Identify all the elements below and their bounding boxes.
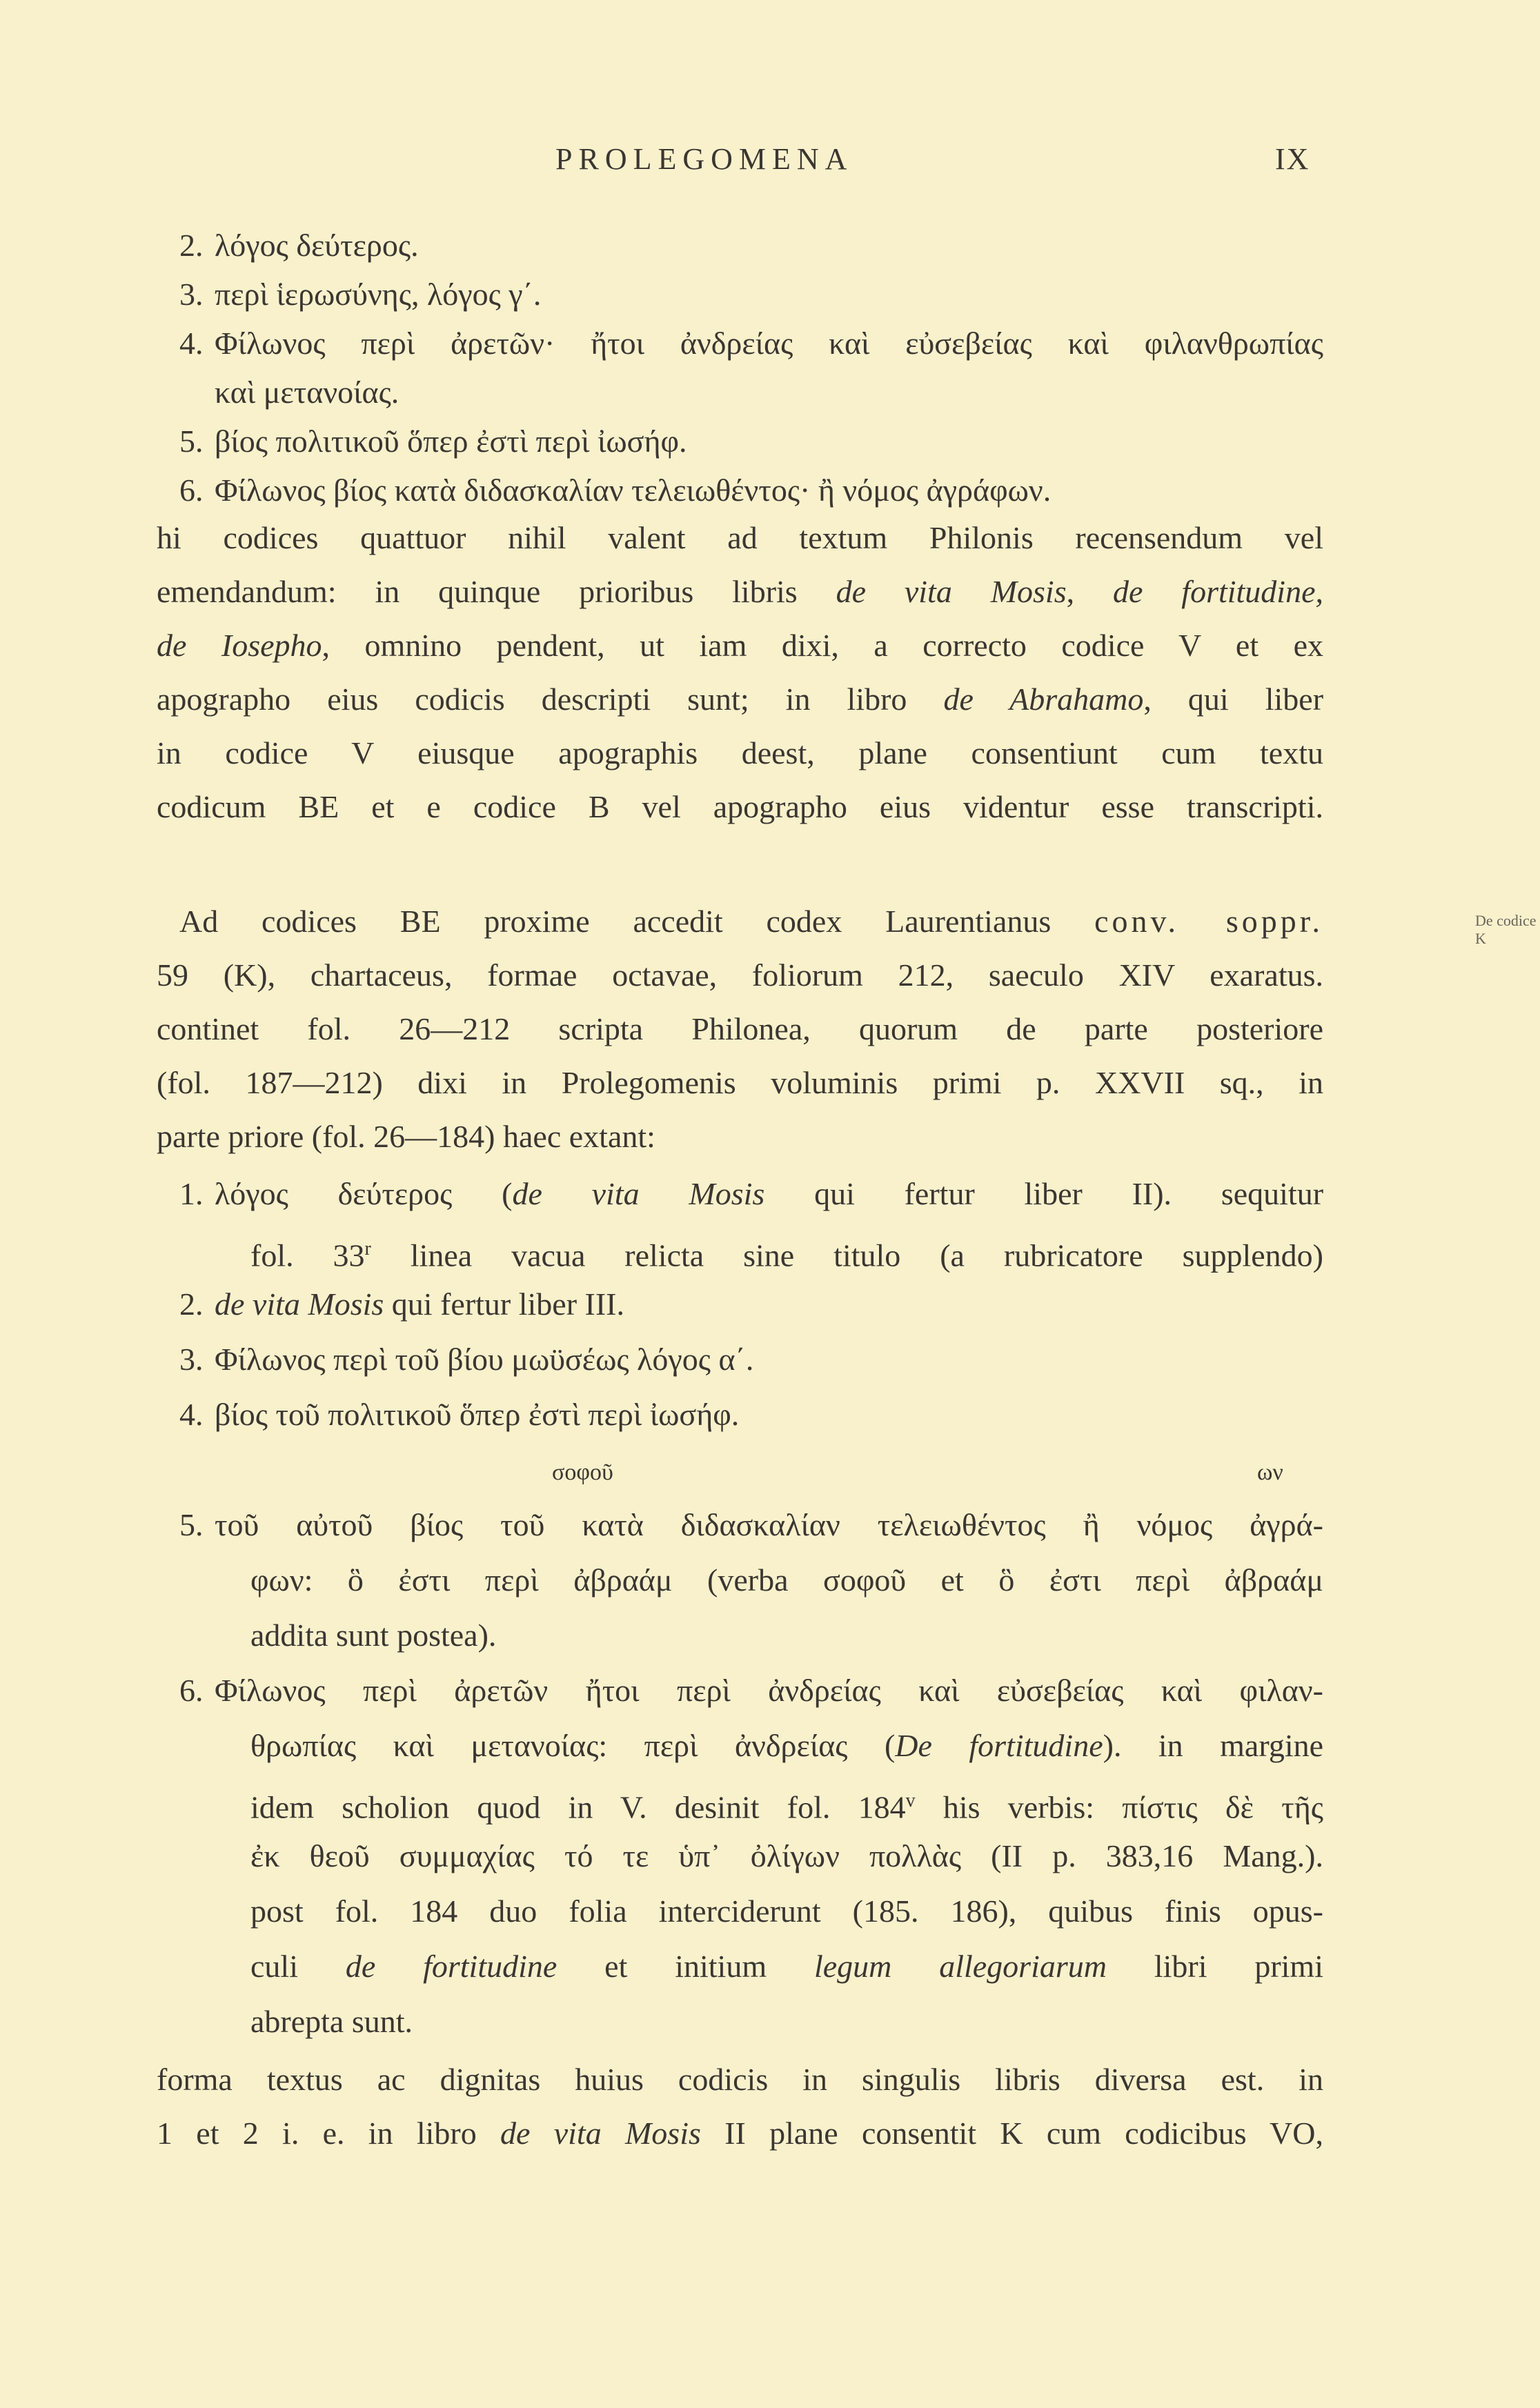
text-line xyxy=(250,1222,1323,1277)
text-span: fol. 33 xyxy=(250,1237,365,1273)
text-span: Φίλωνος περὶ τοῦ βίου μωϋσέως λόγος α΄. xyxy=(215,1342,754,1377)
italic-title: de vita Mosis xyxy=(836,574,1067,609)
text-span: βίος πολιτικοῦ ὅπερ ἐστὶ περὶ ἰωσήφ. xyxy=(215,424,687,459)
list-item-line xyxy=(215,1332,1323,1387)
list-item-number: 4. xyxy=(179,1397,204,1432)
list-item-line xyxy=(215,267,1323,322)
text-span: (fol. 187—212) dixi in Prolegomenis voluminis primi p. XXVII sq., in xyxy=(157,1065,1323,1100)
text-span: περὶ ἱερωσύνης, λόγος γ΄. xyxy=(215,277,542,312)
text-line xyxy=(157,618,1323,673)
text-span: et initium xyxy=(557,1949,814,1984)
superscript: v xyxy=(905,1790,916,1811)
list-item-number: 3. xyxy=(179,1342,204,1377)
italic-title: de vita Mosis xyxy=(500,2116,701,2151)
list-item-number: 5. xyxy=(179,1507,204,1542)
text-span: idem scholion quod in V. desinit fol. 184 xyxy=(250,1789,906,1825)
text-span: Ad codices BE proxime accedit codex Laurentianus xyxy=(179,904,1095,939)
italic-title: legum allegoriarum xyxy=(813,1949,1107,1984)
text-span: II plane consentit K cum codicibus VO, xyxy=(700,2116,1323,2151)
text-line xyxy=(179,894,1323,949)
text-line xyxy=(250,1773,1323,1829)
text-line xyxy=(157,2052,1323,2107)
text-span: emendandum: in quinque prioribus libris xyxy=(157,574,836,609)
text-span: τοῦ αὐτοῦ βίος τοῦ κατὰ διδασκαλίαν τελειωθέντος ἢ νόμος ἀγρά- xyxy=(215,1507,1323,1542)
text-span: forma textus ac dignitas huius codicis in singulis libris diversa est. in xyxy=(157,2062,1323,2097)
text-span: apographo eius codicis descripti sunt; in libro xyxy=(157,681,944,717)
text-span: hi codices quattuor nihil valent ad textum Philonis recensendum vel xyxy=(157,520,1323,555)
text-span: καὶ μετανοίας. xyxy=(215,375,399,410)
text-span: culi xyxy=(250,1949,346,1984)
text-span: abrepta sunt. xyxy=(250,2004,413,2039)
text-line xyxy=(157,672,1323,727)
list-item-line xyxy=(215,1277,1323,1332)
text-span: 1 et 2 i. e. in libro xyxy=(157,2116,501,2151)
text-span: , xyxy=(1066,574,1113,609)
text-span: qui fertur liber II). sequitur xyxy=(764,1176,1323,1211)
list-item-line xyxy=(215,316,1323,371)
italic-title: de Abrahamo xyxy=(943,681,1144,717)
list-item-line xyxy=(215,218,1323,273)
text-line xyxy=(250,1718,1323,1773)
text-span: in codice V eiusque apographis deest, plane consentiunt cum textu xyxy=(157,735,1323,770)
superscript: r xyxy=(364,1238,371,1260)
running-header-title: PROLEGOMENA xyxy=(555,142,853,176)
interlinear-correction: σοφοῦ xyxy=(552,1460,613,1485)
italic-title: de Iosepho xyxy=(157,628,322,663)
page-number: IX xyxy=(1275,142,1310,176)
list-item-line xyxy=(215,414,1323,469)
text-line xyxy=(157,726,1323,781)
list-item-number: 3. xyxy=(179,277,204,312)
text-span: Φίλωνος περὶ ἀρετῶν· ἤτοι ἀνδρείας καὶ εὐσεβείας καὶ φιλανθρωπίας xyxy=(215,326,1323,361)
text-span: θρωπίας καὶ μετανοίας: περὶ ἀνδρείας ( xyxy=(250,1728,896,1763)
list-item-number: 2. xyxy=(179,1286,204,1322)
text-span: φων: ὃ ἐστι περὶ ἀβραάμ (verba σοφοῦ et ὃ ἐστι περὶ ἀβραάμ xyxy=(250,1562,1323,1598)
text-line xyxy=(157,1055,1323,1111)
text-span: , omnino pendent, ut iam dixi, a correcto codice V et ex xyxy=(322,628,1323,663)
list-item-line xyxy=(215,1166,1323,1222)
list-item-line xyxy=(215,463,1323,518)
text-span: libri primi xyxy=(1106,1949,1323,1984)
text-line xyxy=(250,1608,1323,1663)
text-line xyxy=(157,779,1323,835)
margin-note: De codice K xyxy=(1475,912,1537,947)
italic-title: de fortitudine xyxy=(345,1949,557,1984)
list-item-line xyxy=(215,1497,1323,1553)
text-span: 59 (K), chartaceus, formae octavae, foliorum 212, saeculo XIV exaratus. xyxy=(157,957,1323,993)
text-span: his verbis: πίστις δὲ τῆς xyxy=(915,1789,1323,1825)
text-span: linea vacua relicta sine titulo (a rubricatore supplendo) xyxy=(371,1237,1323,1273)
text-span: ). in margine xyxy=(1103,1728,1323,1763)
text-line xyxy=(250,1939,1323,1994)
text-span: addita sunt postea). xyxy=(250,1618,497,1653)
italic-title: de vita Mosis xyxy=(215,1286,384,1322)
text-span: Φίλωνος περὶ ἀρετῶν ἤτοι περὶ ἀνδρείας καὶ εὐσεβείας καὶ φιλαν- xyxy=(215,1673,1323,1708)
text-line xyxy=(157,2106,1323,2161)
text-line xyxy=(250,1553,1323,1608)
text-span: post fol. 184 duo folia interciderunt (185. 186), quibus finis opus- xyxy=(250,1893,1323,1929)
text-span: ἐκ θεοῦ συμμαχίας τό τε ὑπ᾽ ὀλίγων πολλὰς (II p. 383,16 Mang.). xyxy=(250,1838,1323,1873)
text-span: codicum BE et e codice B vel apographo eius videntur esse transcripti. xyxy=(157,789,1323,824)
italic-title: De fortitudine xyxy=(895,1728,1103,1763)
text-line xyxy=(250,1829,1323,1884)
list-item-number: 2. xyxy=(179,228,204,263)
text-line xyxy=(157,1109,1323,1164)
text-span: λόγος δεύτερος. xyxy=(215,228,419,263)
list-item-number: 6. xyxy=(179,472,204,508)
text-line xyxy=(215,365,1323,420)
list-item-line xyxy=(215,1663,1323,1718)
text-span: conv. soppr. xyxy=(1094,904,1323,939)
list-item-number: 6. xyxy=(179,1673,204,1708)
text-line xyxy=(250,1884,1323,1939)
list-item-number: 4. xyxy=(179,326,204,361)
text-span: qui fertur liber III. xyxy=(384,1286,624,1322)
interlinear-correction: ων xyxy=(1257,1460,1283,1485)
text-span: continet fol. 26—212 scripta Philonea, quorum de parte posteriore xyxy=(157,1011,1323,1046)
text-span: βίος τοῦ πολιτικοῦ ὅπερ ἐστὶ περὶ ἰωσήφ. xyxy=(215,1397,740,1432)
list-item-number: 1. xyxy=(179,1176,204,1211)
italic-title: de vita Mosis xyxy=(512,1176,765,1211)
list-item-line xyxy=(215,1387,1323,1442)
text-line xyxy=(157,1002,1323,1057)
list-item-number: 5. xyxy=(179,424,204,459)
italic-title: de fortitudine, xyxy=(1113,574,1323,609)
text-span: Φίλωνος βίος κατὰ διδασκαλίαν τελειωθέντος· ἢ νόμος ἀγράφων. xyxy=(215,472,1052,508)
text-line xyxy=(157,948,1323,1003)
text-line xyxy=(157,510,1323,566)
text-span: λόγος δεύτερος ( xyxy=(215,1176,513,1211)
text-line xyxy=(157,564,1323,619)
text-line xyxy=(250,1994,1323,2049)
text-span: parte priore (fol. 26—184) haec extant: xyxy=(157,1119,655,1154)
text-span: , qui liber xyxy=(1143,681,1323,717)
